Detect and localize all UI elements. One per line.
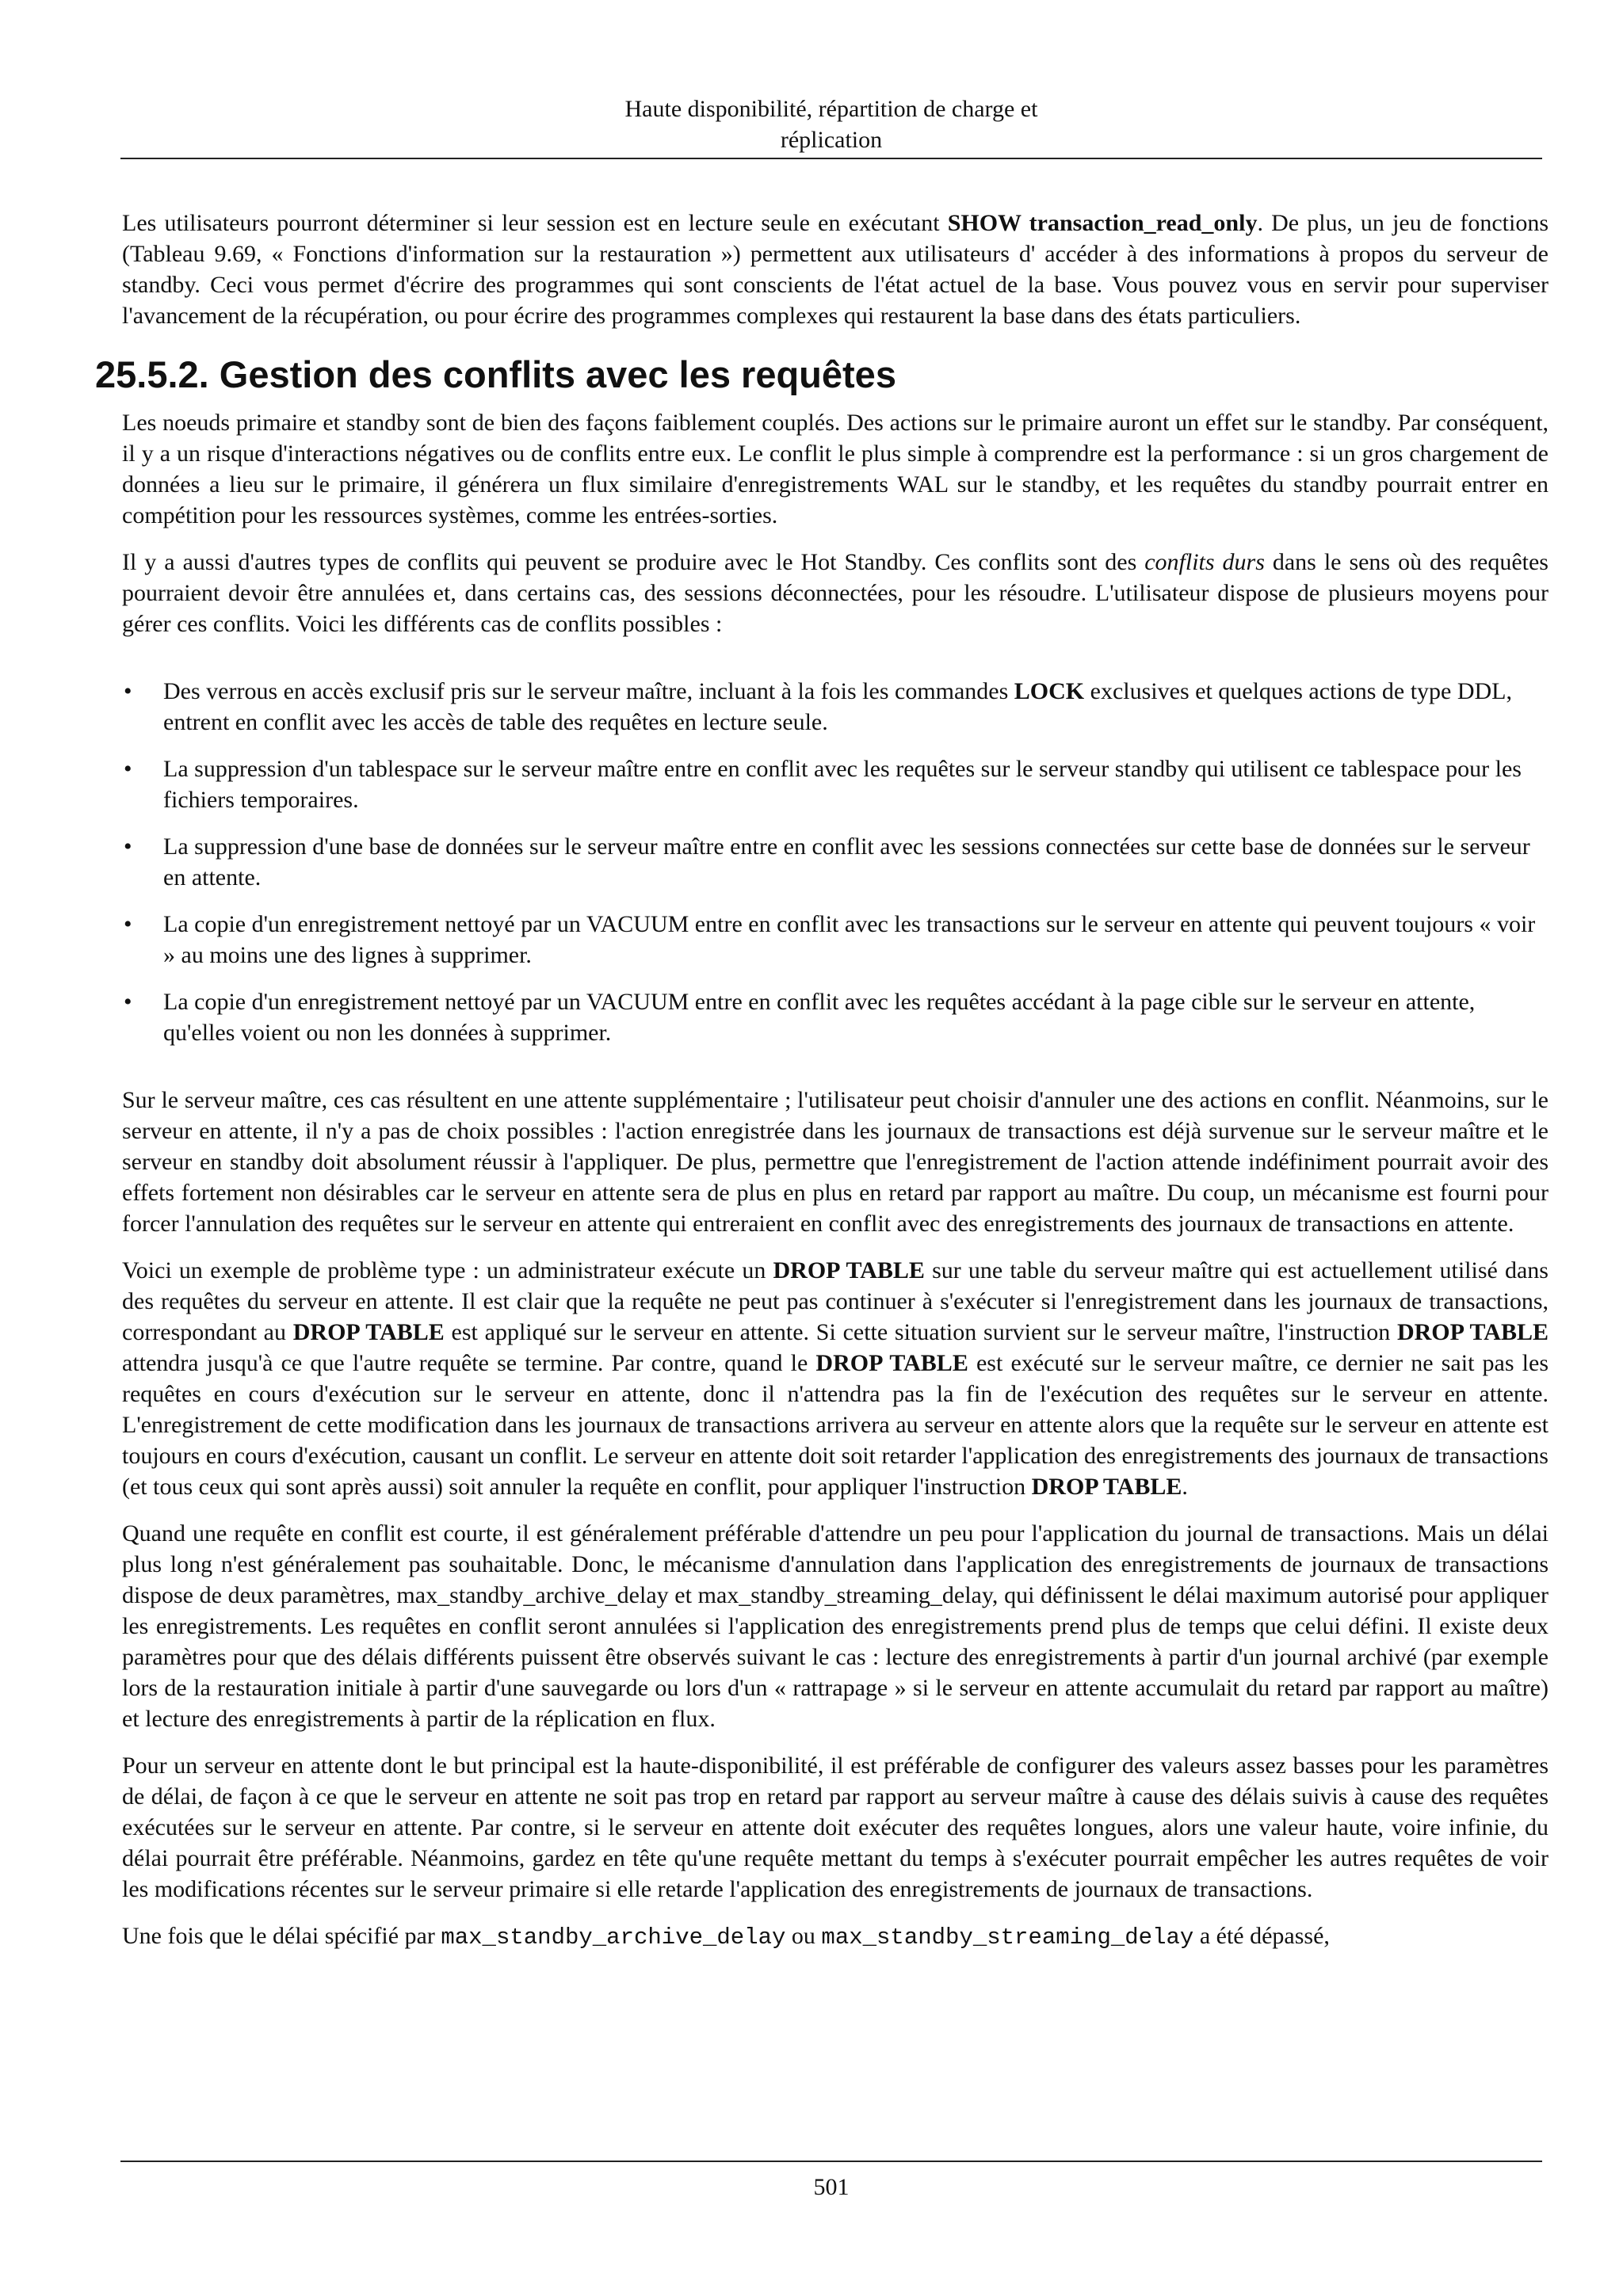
header-rule [120,158,1542,159]
p4-command-2: DROP TABLE [292,1319,445,1345]
section-heading: 25.5.2. Gestion des conflits avec les requêtes [95,353,896,395]
list-item-text: La copie d'un enregistrement nettoyé par un VACUUM entre en conflit avec les requêtes accédant à la page cible sur le serveur en attente, qu'elles voient ou non les données à supprimer. [163,989,1476,1046]
list-item [122,909,1549,971]
paragraph-drop-table-example [122,1255,1549,1502]
list-item [122,986,1549,1048]
page-number: 501 [813,2174,850,2200]
paragraph-delay-parameters: Quand une requête en conflit est courte, il est généralement préférable d'attendre un peu pour l'application du journal de transactions. Mais un délai plus long n'est généralement pas souhaitable. Donc, le mécanisme d'annulation dans l'application des enregistrements de journaux de transactions dispose de deux paramètres, max_standby_archive_delay et max_standby_streaming_delay, qui définissent le délai maximum autorisé pour appliquer les enregistrements. Les requêtes en conflit seront annulées si l'application des enregistrements prend plus de temps que celui défini. Il existe deux paramètres pour que des délais différents puissent être observés suivant le cas : lecture des enregistrements à partir d'un journal archivé (par exemple lors de la restauration initiale à partir d'une sauvegarde ou lors d'un « rattrapage » si le serveur en attente accumulait du retard par rapport au maître) et lecture des enregistrements à partir de la réplication en flux. [122,1520,1549,1732]
p4-text-1: Voici un exemple de problème type : un administrateur exécute un [122,1257,773,1283]
paragraph-coupling: Les noeuds primaire et standby sont de bien des façons faiblement couplés. Des actions sur le primaire auront un effet sur le standby. Par conséquent, il y a un risque d'interactions négatives ou de conflits entre eux. Le conflit le plus simple à comprendre est la performance : si un gros chargement de données a lieu sur le primaire, il générera un flux similaire d'enregistrements WAL sur le standby, et les requêtes du standby pourrait entrer en compétition pour les ressources systèmes, comme les entrées-sorties. [122,410,1549,528]
list-item [122,676,1549,738]
paragraph-delay-exceeded [122,1920,1549,1953]
intro-text-1: Les utilisateurs pourront déterminer si leur session est en lecture seule en exécutant [122,210,948,236]
footer-rule [120,2161,1542,2162]
p4-text-5: est exécuté sur le serveur maître, ce dernier ne sait pas les requêtes en cours d'exécution sur le serveur en attente, donc il n'attendra pas la fin de l'exécution des requêtes sur le serveur en attente. L'enregistrement de cette modification dans les journaux de transactions arrivera au serveur en attente alors que la requête sur le serveur en attente est toujours en cours d'exécution, causant un conflit. Le serveur en attente doit soit retarder l'application des enregistrements des journaux de transactions (et tous ceux qui sont après aussi) soit annuler la requête en conflit, pour appliquer l'instruction [122,1350,1549,1500]
paragraph-master-standby: Sur le serveur maître, ces cas résultent en une attente supplémentaire ; l'utilisateur peut choisir d'annuler une des actions en conflit. Néanmoins, sur le serveur en attente, il n'y a pas de choix possibles : l'action enregistrée dans les journaux de transactions est déjà survenue sur le serveur maître et le serveur en standby doit absolument réussir à l'appliquer. De plus, permettre que l'enregistrement de l'action attende indéfiniment pourrait avoir des effets fortement non désirables car le serveur en attente sera de plus en plus en retard par rapport au maître. Du coup, un mécanisme est fourni pour forcer l'annulation des requêtes sur le serveur en attente qui entreraient en conflit avec des enregistrements des journaux de transactions en attente. [122,1087,1549,1237]
p7-text-1: Une fois que le délai spécifié par [122,1923,441,1949]
list-item-text-1: Des verrous en accès exclusif pris sur le serveur maître, incluant à la fois les commandes [163,678,1014,704]
p4-text-2: sur une table du serveur maître qui est actuellement utilisé dans des requêtes du serveur en attente. Il est clair que la requête ne peut pas continuer à s'exécuter si l'enregistrement dans les journaux de transactions, correspondant au [122,1257,1549,1345]
list-item [122,753,1549,815]
p2-text-2: dans le sens où des requêtes pourraient devoir être annulées et, dans certains cas, des sessions déconnectées, pour les résoudre. L'utilisateur dispose de plusieurs moyens pour gérer ces conflits. Voici les différents cas de conflits possibles : [122,549,1549,637]
p7-code-1: max_standby_archive_delay [441,1924,786,1951]
paragraph-hard-conflicts [122,547,1549,639]
bullet-icon: • [124,756,132,782]
p4-command-5: DROP TABLE [1031,1474,1182,1500]
p4-text-3: est appliqué sur le serveur en attente. Si cette situation survient sur le serveur maître, l'instruction [444,1319,1397,1345]
list-item-command: LOCK [1014,678,1085,704]
p7-text-2: ou [785,1923,822,1949]
page-content [95,208,1549,1969]
paragraph-high-availability: Pour un serveur en attente dont le but principal est la haute-disponibilité, il est préférable de configurer des valeurs assez basses pour les paramètres de délai, de façon à ce que le serveur en attente ne soit pas trop en retard par rapport au serveur maître à cause des délais suivis à cause des requêtes exécutées sur le serveur en attente. Par contre, si le serveur en attente doit exécuter des requêtes longues, alors une valeur haute, voire infinie, du délai pourrait être préférable. Néanmoins, gardez en tête qu'une requête mettant du temps à s'exécuter pourrait empêcher les autres requêtes de voir les modifications récentes sur le serveur primaire si elle retarde l'application des enregistrements de journaux de transactions. [122,1753,1549,1902]
p7-code-2: max_standby_streaming_delay [821,1924,1194,1951]
bullet-icon: • [124,678,132,704]
list-item-text-2: exclusives et quelques actions de type DDL, entrent en conflit avec les accès de table des requêtes en lecture seule. [163,678,1513,735]
bullet-icon: • [124,911,132,937]
list-item-text: La suppression d'une base de données sur le serveur maître entre en conflit avec les sessions connectées sur cette base de données sur le serveur en attente. [163,833,1530,891]
intro-command: SHOW transaction_read_only [947,210,1258,236]
list-item-text: La copie d'un enregistrement nettoyé par un VACUUM entre en conflit avec les transactions sur le serveur en attente qui peuvent toujours « voir » au moins une des lignes à supprimer. [163,911,1536,968]
p4-text-6: . [1182,1474,1188,1500]
list-item [122,831,1549,893]
running-header [120,93,1542,155]
p4-command-4: DROP TABLE [815,1350,968,1376]
intro-text-2: . De plus, un jeu de fonctions (Tableau 9.69, « Fonctions d'information sur la restauration ») permettent aux utilisateurs d' accéder à des informations à propos du serveur de standby. Ceci vous permet d'écrire des programmes qui sont conscients de l'état actuel de la base. Vous pouvez vous en servir pour superviser l'avancement de la récupération, ou pour écrire des programmes complexes qui restaurent la base dans des états particuliers. [122,210,1549,329]
running-header-line-2: réplication [780,127,883,153]
list-item-text: La suppression d'un tablespace sur le serveur maître entre en conflit avec les requêtes sur le serveur standby qui utilisent ce tablespace pour les fichiers temporaires. [163,756,1522,813]
conflict-list [122,676,1549,1048]
p4-command-3: DROP TABLE [1396,1319,1549,1345]
intro-paragraph [122,208,1549,331]
bullet-icon: • [124,833,132,860]
p4-text-4: attendra jusqu'à ce que l'autre requête se termine. Par contre, quand le [122,1350,816,1376]
p2-emphasis: conflits durs [1144,549,1265,575]
p4-command-1: DROP TABLE [773,1257,925,1283]
p2-text-1: Il y a aussi d'autres types de conflits qui peuvent se produire avec le Hot Standby. Ces conflits sont des [122,549,1145,575]
p7-text-3: a été dépassé, [1193,1923,1330,1949]
running-header-line-1: Haute disponibilité, répartition de charge et [624,96,1038,122]
bullet-icon: • [124,989,132,1015]
